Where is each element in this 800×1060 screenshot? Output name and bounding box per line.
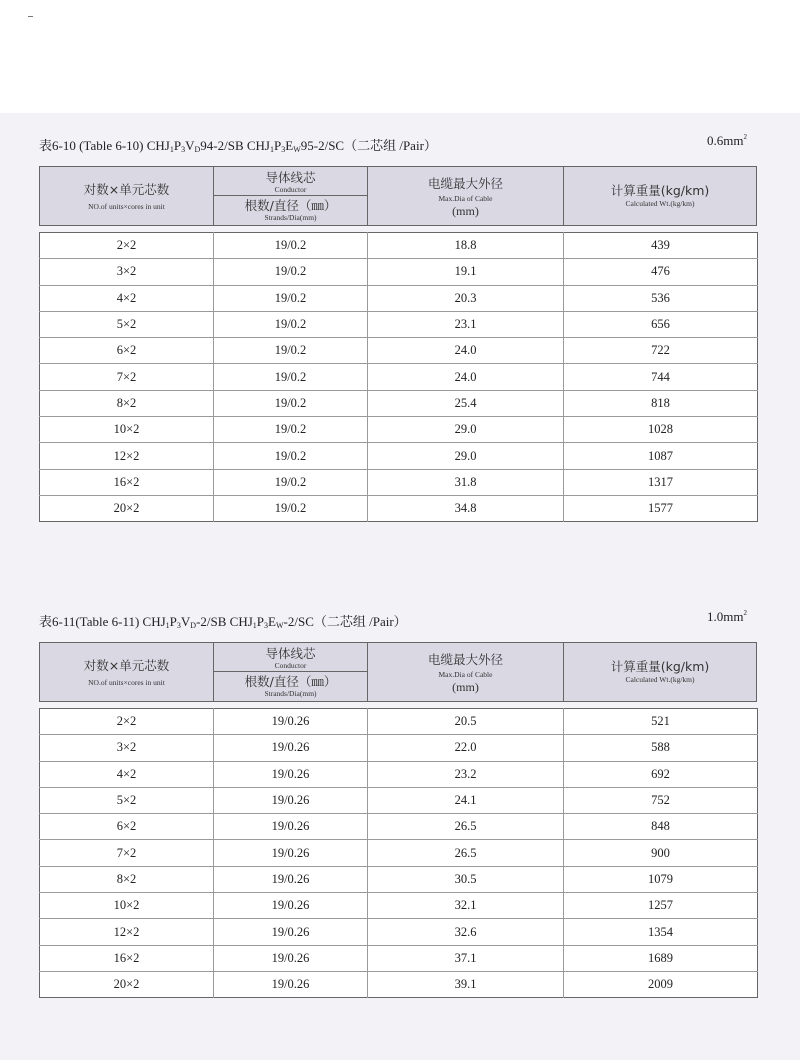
cell-strands: 19/0.26 (214, 840, 368, 866)
cell-max-dia: 24.0 (368, 338, 564, 364)
cell-max-dia: 24.1 (368, 787, 564, 813)
cell-max-dia: 30.5 (368, 866, 564, 892)
cell-max-dia: 24.0 (368, 364, 564, 390)
cell-max-dia: 25.4 (368, 390, 564, 416)
cell-weight: 1317 (564, 469, 758, 495)
header-max-dia-zh: 电缆最大外径 (427, 176, 503, 191)
cell-weight: 752 (564, 787, 758, 813)
cell-max-dia: 29.0 (368, 443, 564, 469)
cell-units: 4×2 (40, 761, 214, 787)
table-header (39, 166, 757, 226)
table-6-11 (39, 609, 757, 998)
conductor-size-label: $1.0mm^2$ (707, 609, 747, 624)
cell-units: 8×2 (40, 866, 214, 892)
table-row (40, 787, 758, 813)
table-row (40, 840, 758, 866)
cell-weight: 900 (564, 840, 758, 866)
header-units-zh: 对数×单元芯数 (83, 182, 170, 197)
cell-strands: 19/0.2 (214, 469, 368, 495)
cell-weight: 1689 (564, 945, 758, 971)
header-max-dia-en: Max.Dia of Cable (438, 194, 493, 203)
header-weight (564, 643, 756, 701)
cell-weight: 722 (564, 338, 758, 364)
header-strands-zh: 根数/直径（㎜） (244, 198, 337, 213)
cell-units: 3×2 (40, 735, 214, 761)
header-max-dia-zh: 电缆最大外径 (427, 652, 503, 667)
cell-max-dia: 20.5 (368, 709, 564, 735)
header-conductor-zh: 导体线芯 (265, 170, 316, 185)
cell-max-dia: 32.1 (368, 893, 564, 919)
cell-strands: 19/0.2 (214, 495, 368, 521)
table-title-row (39, 609, 757, 631)
cell-weight: 1577 (648, 501, 673, 516)
cell-weight: 1087 (564, 443, 758, 469)
cell-max-dia: 19.1 (368, 259, 564, 285)
cell-max-dia: 20.3 (368, 285, 564, 311)
cell-strands: 19/0.2 (214, 417, 368, 443)
cell-strands: 19/0.2 (214, 443, 368, 469)
header-conductor-en: Conductor (274, 185, 307, 194)
table-title: 表6-11(Table 6-11) $CHJ_1P_3V_D-2/SB$ $CHJ_1P_3E_W-2/SC$（二芯组 /Pair） (39, 614, 407, 630)
cell-max-dia: 37.1 (368, 945, 564, 971)
cell-max-dia: 29.0 (368, 417, 564, 443)
header-max-dia (368, 643, 564, 701)
cell-strands: 19/0.2 (214, 259, 368, 285)
cell-strands: 19/0.26 (214, 919, 368, 945)
header-units (40, 643, 214, 701)
cell-units: 8×2 (40, 390, 214, 416)
table-row (40, 866, 758, 892)
table-row (40, 443, 758, 469)
table-row (40, 469, 758, 495)
cell-strands: 19/0.2 (214, 233, 368, 259)
header-weight-en: Calculated Wt.(kg/km) (625, 199, 695, 208)
header-strands-zh: 根数/直径（㎜） (244, 674, 337, 689)
cell-weight: 656 (564, 311, 758, 337)
cell-weight: 521 (564, 709, 758, 735)
table-title: 表6-10 (Table 6-10) $CHJ_1P_3V_D94-2/SB$ $CHJ_1P_3E_W95-2/SC$（二芯组 /Pair） (39, 138, 437, 154)
cell-units: 6×2 (40, 338, 214, 364)
table-row (40, 919, 758, 945)
table-row (40, 709, 758, 735)
table-row (40, 338, 758, 364)
cell-weight: 2009 (648, 977, 673, 992)
cell-weight: 439 (564, 233, 758, 259)
table-row (40, 814, 758, 840)
cell-strands: 19/0.2 (214, 338, 368, 364)
cell-weight: 1257 (564, 893, 758, 919)
cell-weight: 744 (564, 364, 758, 390)
cell-weight: 818 (564, 390, 758, 416)
table-body (39, 232, 758, 522)
cell-max-dia: 23.1 (368, 311, 564, 337)
cell-strands: 19/0.26 (214, 945, 368, 971)
cell-max-dia: 23.2 (368, 761, 564, 787)
cell-weight: 536 (564, 285, 758, 311)
cell-strands: 19/0.26 (214, 787, 368, 813)
cell-units: 16×2 (40, 945, 214, 971)
table-row (40, 311, 758, 337)
table-row (40, 735, 758, 761)
cell-strands: 19/0.26 (214, 735, 368, 761)
cell-units: 12×2 (40, 919, 214, 945)
header-weight-zh: 计算重量(kg/km) (610, 183, 710, 198)
cell-units: 3×2 (40, 259, 214, 285)
cell-max-dia: 18.8 (368, 233, 564, 259)
cell-units: 5×2 (40, 311, 214, 337)
table-row (40, 971, 758, 997)
cell-max-dia: 31.8 (368, 469, 564, 495)
cell-units: 5×2 (40, 787, 214, 813)
cell-strands: 19/0.26 (214, 814, 368, 840)
header-conductor-zh: 导体线芯 (265, 646, 316, 661)
cell-strands: 19/0.2 (214, 390, 368, 416)
header-weight (564, 167, 756, 225)
cell-units: 4×2 (40, 285, 214, 311)
cell-units: 7×2 (40, 364, 214, 390)
cell-units: 20×2 (40, 971, 214, 997)
header-weight-zh: 计算重量(kg/km) (610, 659, 710, 674)
cell-strands: 19/0.26 (214, 893, 368, 919)
table-row (40, 495, 758, 521)
conductor-size-label: $0.6mm^2$ (707, 133, 747, 148)
cell-max-dia: 26.5 (368, 814, 564, 840)
cell-strands: 19/0.2 (214, 311, 368, 337)
table-row (40, 233, 758, 259)
table-row (40, 285, 758, 311)
cell-units: 2×2 (40, 709, 214, 735)
table-row (40, 390, 758, 416)
table-6-10 (39, 133, 757, 522)
cell-weight: 476 (564, 259, 758, 285)
cell-strands: 19/0.2 (214, 285, 368, 311)
cell-units: 7×2 (40, 840, 214, 866)
cell-max-dia: 22.0 (368, 735, 564, 761)
cell-units: 2×2 (40, 233, 214, 259)
cell-max-dia: 39.1 (368, 971, 564, 997)
header-weight-en: Calculated Wt.(kg/km) (625, 675, 695, 684)
table-row (40, 893, 758, 919)
cell-units: 10×2 (40, 893, 214, 919)
cell-strands: 19/0.26 (214, 971, 368, 997)
header-max-dia-unit: (mm) (452, 204, 479, 218)
header-units-en: NO.of units×cores in unit (88, 202, 165, 211)
header-max-dia (368, 167, 564, 225)
corner-mark (28, 16, 33, 17)
cell-units: 16×2 (40, 469, 214, 495)
cell-weight: 588 (564, 735, 758, 761)
table-row (40, 945, 758, 971)
cell-units: 10×2 (40, 417, 214, 443)
header-conductor (214, 167, 368, 225)
header-max-dia-unit: (mm) (452, 680, 479, 694)
table-row (40, 364, 758, 390)
cell-strands: 19/0.26 (214, 866, 368, 892)
cell-max-dia: 34.8 (368, 495, 564, 521)
table-header (39, 642, 757, 702)
cell-max-dia: 26.5 (368, 840, 564, 866)
header-units-zh: 对数×单元芯数 (83, 658, 170, 673)
table-row (40, 761, 758, 787)
cell-weight: 692 (564, 761, 758, 787)
cell-weight: 1028 (564, 417, 758, 443)
table-row (40, 259, 758, 285)
cell-max-dia: 32.6 (368, 919, 564, 945)
header-max-dia-en: Max.Dia of Cable (438, 670, 493, 679)
header-units-en: NO.of units×cores in unit (88, 678, 165, 687)
cell-weight: 1354 (564, 919, 758, 945)
table-body (39, 708, 758, 998)
header-strands-en: Strands/Dia(mm) (264, 213, 317, 222)
header-units (40, 167, 214, 225)
header-conductor-en: Conductor (274, 661, 307, 670)
header-conductor (214, 643, 368, 701)
header-strands-en: Strands/Dia(mm) (264, 689, 317, 698)
cell-strands: 19/0.26 (214, 709, 368, 735)
cell-weight: 1079 (564, 866, 758, 892)
cell-strands: 19/0.2 (214, 364, 368, 390)
cell-strands: 19/0.26 (214, 761, 368, 787)
table-title-row (39, 133, 757, 155)
cell-units: 20×2 (40, 495, 214, 521)
cell-units: 6×2 (40, 814, 214, 840)
table-row (40, 417, 758, 443)
cell-weight: 848 (564, 814, 758, 840)
cell-units: 12×2 (40, 443, 214, 469)
